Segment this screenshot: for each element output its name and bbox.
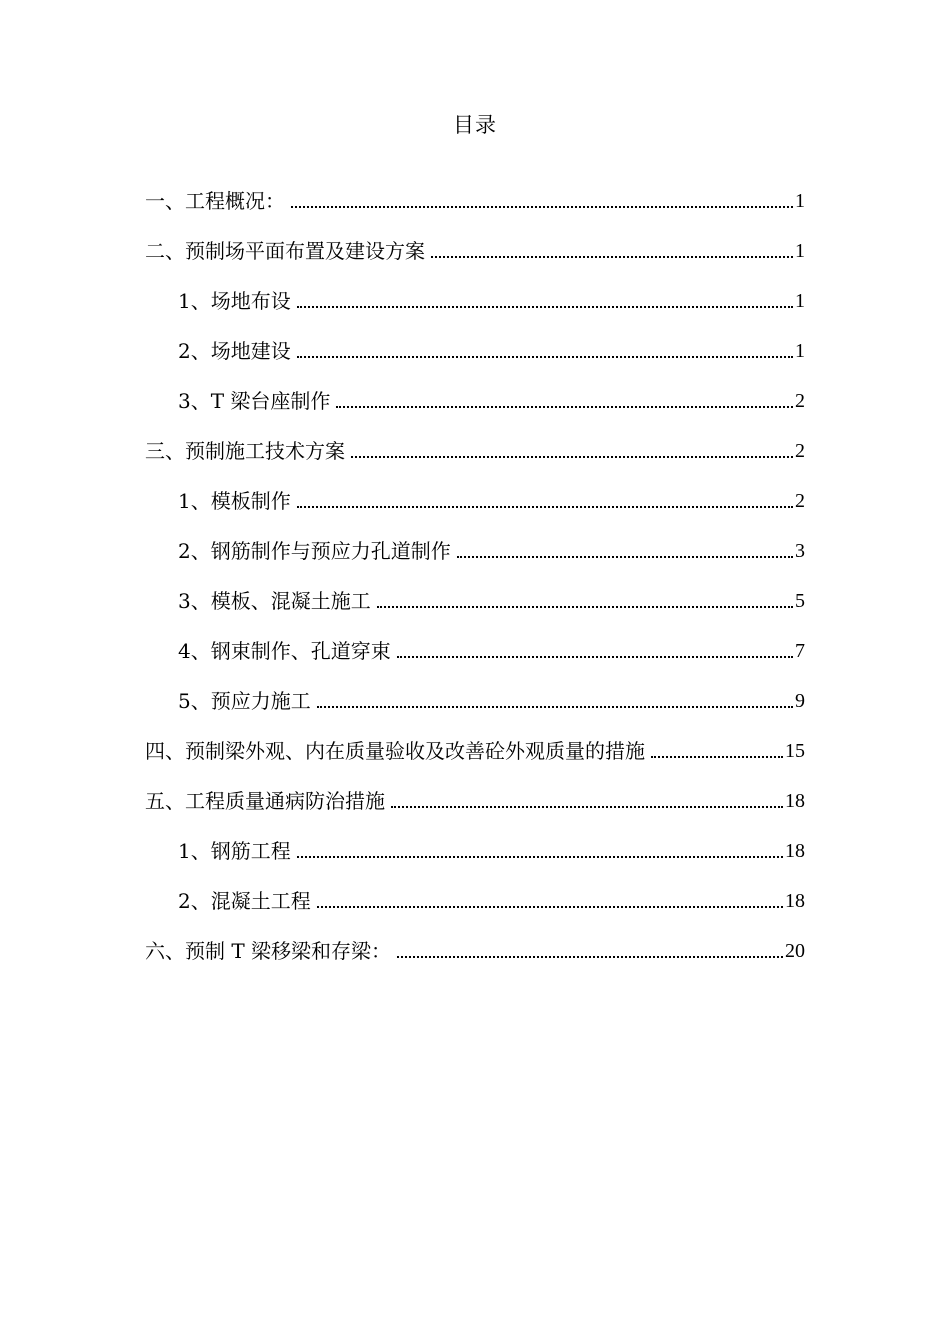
toc-entry-label: 五、工程质量通病防治措施	[145, 789, 385, 813]
dot-leader	[457, 536, 794, 566]
toc-entry-label: 4、钢束制作、孔道穿束	[178, 639, 391, 663]
toc-entry-5-1[interactable]	[145, 816, 805, 866]
toc-entry-5[interactable]	[145, 766, 805, 816]
toc-entry-3-5[interactable]	[145, 666, 805, 716]
toc-entry-3-2[interactable]	[145, 516, 805, 566]
dot-leader	[351, 436, 794, 466]
toc-entry-label: 3、模板、混凝土施工	[178, 589, 371, 613]
toc-entry-5-2[interactable]	[145, 866, 805, 916]
toc-entry-label: 3、T 梁台座制作	[178, 389, 331, 413]
dot-leader	[651, 736, 784, 766]
table-of-contents	[145, 166, 805, 966]
toc-entry-page: 2	[795, 390, 805, 412]
toc-entry-page: 1	[795, 290, 805, 312]
toc-title: 目录	[453, 113, 497, 137]
dot-leader	[297, 286, 794, 316]
toc-entry-page: 1	[795, 240, 805, 262]
toc-entry-page: 18	[785, 840, 805, 862]
toc-entry-page: 20	[785, 940, 805, 962]
dot-leader	[431, 236, 794, 266]
toc-entry-2-1[interactable]	[145, 266, 805, 316]
toc-entry-2-3[interactable]	[145, 366, 805, 416]
toc-entry-1[interactable]	[145, 166, 805, 216]
toc-entry-label: 二、预制场平面布置及建设方案	[145, 239, 425, 263]
toc-entry-3-3[interactable]	[145, 566, 805, 616]
toc-entry-page: 5	[795, 590, 805, 612]
dot-leader	[297, 336, 794, 366]
dot-leader	[317, 886, 784, 916]
toc-entry-label: 1、模板制作	[178, 489, 291, 513]
toc-entry-label: 2、钢筋制作与预应力孔道制作	[178, 539, 451, 563]
toc-entry-page: 18	[785, 890, 805, 912]
toc-entry-page: 9	[795, 690, 805, 712]
toc-entry-page: 15	[785, 740, 805, 762]
toc-entry-3[interactable]	[145, 416, 805, 466]
toc-entry-page: 2	[795, 440, 805, 462]
dot-leader	[317, 686, 794, 716]
toc-entry-page: 1	[795, 340, 805, 362]
dot-leader	[397, 936, 784, 966]
dot-leader	[391, 786, 784, 816]
dot-leader	[291, 186, 794, 216]
toc-entry-label: 1、钢筋工程	[178, 839, 291, 863]
dot-leader	[377, 586, 794, 616]
dot-leader	[297, 486, 794, 516]
dot-leader	[397, 636, 794, 666]
toc-entry-label: 2、场地建设	[178, 339, 291, 363]
toc-entry-4[interactable]	[145, 716, 805, 766]
toc-entry-label: 三、预制施工技术方案	[145, 439, 345, 463]
toc-entry-3-4[interactable]	[145, 616, 805, 666]
toc-entry-page: 3	[795, 540, 805, 562]
toc-entry-3-1[interactable]	[145, 466, 805, 516]
dot-leader	[336, 386, 794, 416]
toc-entry-page: 18	[785, 790, 805, 812]
toc-entry-2-2[interactable]	[145, 316, 805, 366]
toc-entry-2[interactable]	[145, 216, 805, 266]
toc-entry-label: 六、预制 T 梁移梁和存梁：	[145, 939, 392, 963]
toc-entry-label: 一、工程概况：	[145, 189, 285, 213]
toc-entry-label: 四、预制梁外观、内在质量验收及改善砼外观质量的措施	[145, 739, 645, 763]
toc-entry-label: 2、混凝土工程	[178, 889, 311, 913]
dot-leader	[297, 836, 784, 866]
toc-entry-label: 5、预应力施工	[178, 689, 311, 713]
toc-entry-page: 1	[795, 190, 805, 212]
toc-entry-label: 1、场地布设	[178, 289, 291, 313]
toc-entry-6[interactable]	[145, 916, 805, 966]
toc-entry-page: 2	[795, 490, 805, 512]
toc-entry-page: 7	[795, 640, 805, 662]
